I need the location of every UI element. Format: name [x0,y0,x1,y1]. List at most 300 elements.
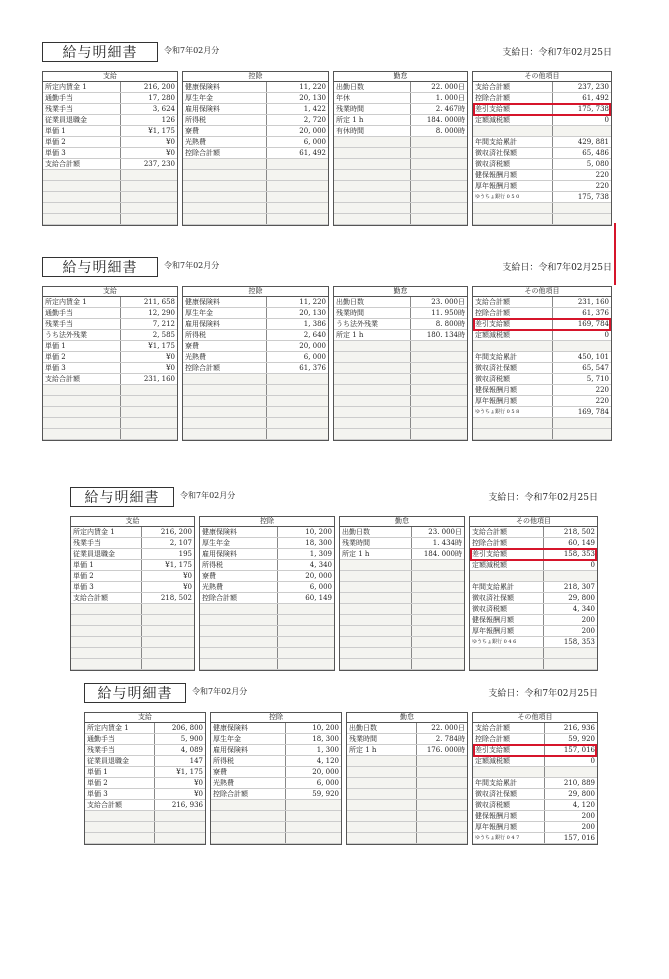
table-row [470,527,597,538]
item-value: 17, 280 [148,94,175,102]
empty-row [85,822,205,833]
item-label: ゆうちょ銀行 0 4 7 [473,833,545,843]
item-label: 控除合計額 [183,363,267,373]
empty-row [200,648,334,659]
table-row [211,756,341,767]
item-label: 厚生年金 [200,538,278,548]
item-label: 徴収済税額 [470,604,544,614]
item-value [411,181,467,191]
empty-row [334,137,467,148]
item-label: 出勤日数 [334,297,411,307]
item-value: 184. 000時 [423,550,462,558]
item-value [411,396,467,406]
item-label [200,659,278,669]
item-value [411,363,467,373]
item-label: 定額減税額 [473,330,553,340]
table-row [183,308,328,319]
item-label [334,214,411,224]
item-label: 所定内賃金 1 [43,297,121,307]
item-label: 所定内賃金 1 [71,527,142,537]
item-label [71,615,142,625]
table-row [85,767,205,778]
item-value: 20, 000 [312,768,339,776]
item-value: 8. 800時 [435,320,465,328]
item-value: 0 [604,331,609,339]
item-value: 65, 486 [582,149,609,157]
item-label: 徴収済税額 [473,374,553,384]
item-value: 2. 784時 [435,735,465,743]
table-row [334,82,467,93]
item-label [334,407,411,417]
item-value: 65, 547 [582,364,609,372]
item-value: 200 [581,823,595,831]
item-value [412,637,464,647]
item-value: 10, 200 [305,528,332,536]
item-label [473,126,553,136]
pay-date: 支給日：令和7年02月25日 [502,48,612,58]
table-row [473,93,611,104]
item-value [417,767,467,777]
item-label: 定額減税額 [473,115,553,125]
item-label [334,148,411,158]
empty-row [71,604,194,615]
table-row [334,126,467,137]
item-label: 所得税 [183,330,267,340]
item-label: 所得税 [211,756,286,766]
table-row [43,104,177,115]
table-row [183,297,328,308]
item-label: 残業時間 [340,538,412,548]
item-value: 22. 000日 [431,83,465,91]
item-value [417,756,467,766]
table-row [211,745,341,756]
item-value: 231, 160 [577,298,609,306]
item-label: 健保報酬月額 [470,615,544,625]
item-value: 0 [604,116,609,124]
item-value: 1. 000日 [435,94,465,102]
section-header: 控除 [200,517,334,527]
empty-row [211,800,341,811]
item-label: 残業手当 [71,538,142,548]
empty-row [473,341,611,352]
item-value [412,560,464,570]
item-value: 200 [581,616,595,624]
table-row [473,170,611,181]
item-label: 単価 3 [71,582,142,592]
section-header: 控除 [183,72,328,82]
empty-row [334,363,467,374]
item-label: 支給合計額 [85,800,155,810]
table-row [473,308,611,319]
item-value: 8. 000時 [435,127,465,135]
table-row [71,582,194,593]
empty-row [334,170,467,181]
table-row [43,297,177,308]
item-value [267,407,328,417]
section-header: その他項目 [470,517,597,527]
item-value [278,615,334,625]
table-row [85,734,205,745]
item-value: 429, 881 [577,138,609,146]
empty-row [183,214,328,225]
item-label: 控除合計額 [200,593,278,603]
item-label: 単価 3 [85,789,155,799]
item-label [347,800,417,810]
empty-row [473,767,597,778]
empty-row [183,429,328,440]
item-value: 11, 220 [299,83,326,91]
item-label: 単価 1 [85,767,155,777]
table-row [473,82,611,93]
item-value [121,214,177,224]
item-value [142,637,194,647]
item-value: 4, 120 [316,757,339,765]
empty-row [334,192,467,203]
table-row [347,745,467,756]
item-label: 健康保険料 [200,527,278,537]
doc-title: 給与明細書 [42,257,158,277]
item-value [412,593,464,603]
item-value: 218, 502 [160,594,192,602]
item-label [183,429,267,439]
table-row [43,374,177,385]
item-value: 158, 353 [563,638,595,646]
section-deduct [182,286,329,441]
item-label [473,214,553,224]
item-value: ¥0 [183,583,192,591]
item-value [411,341,467,351]
item-label [183,170,267,180]
empty-row [347,822,467,833]
item-label [334,429,411,439]
item-label [334,363,411,373]
table-row [347,734,467,745]
table-row [85,756,205,767]
table-row [473,833,597,844]
empty-row [470,648,597,659]
item-value: 0 [590,757,595,765]
empty-row [200,615,334,626]
item-label: 所得税 [183,115,267,125]
empty-row [334,181,467,192]
item-value [412,582,464,592]
empty-row [43,181,177,192]
item-label: 年間支給累計 [473,352,553,362]
item-label [200,626,278,636]
item-value: 206, 800 [171,724,203,732]
item-label: 支給合計額 [473,723,545,733]
item-value: 20, 000 [299,342,326,350]
item-value [155,833,205,843]
table-row [200,538,334,549]
item-value [412,648,464,658]
item-label: 健康保険料 [183,297,267,307]
empty-row [200,626,334,637]
table-row [473,319,611,330]
item-value: 23. 000日 [428,528,462,536]
item-label [211,822,286,832]
empty-row [340,615,464,626]
item-label: 控除合計額 [211,789,286,799]
table-row [473,330,611,341]
item-value [544,659,597,669]
section-header: 控除 [183,287,328,297]
item-label: 単価 1 [43,126,121,136]
empty-row [334,396,467,407]
item-label: 所定内賃金 1 [43,82,121,92]
item-value: 2, 720 [303,116,326,124]
item-label [347,811,417,821]
table-row [183,352,328,363]
item-value: 60, 149 [305,594,332,602]
item-label [200,637,278,647]
item-value: 61, 492 [299,149,326,157]
item-label: 残業時間 [334,308,411,318]
item-value [267,170,328,180]
table-row [85,778,205,789]
table-row [473,800,597,811]
empty-row [85,811,205,822]
item-label [211,811,286,821]
item-label: 光熱費 [183,137,267,147]
item-value: 184. 000時 [426,116,465,124]
item-value [142,615,194,625]
empty-row [334,429,467,440]
item-value: ¥0 [166,149,175,157]
item-value: 220 [595,182,609,190]
empty-row [183,159,328,170]
item-value: 147 [189,757,203,765]
item-value [412,571,464,581]
item-value: 2, 585 [152,331,175,339]
item-value: 2, 107 [169,539,192,547]
item-label [334,181,411,191]
table-row [211,734,341,745]
item-value: 169, 784 [577,408,609,416]
item-value: 4, 340 [309,561,332,569]
table-row [470,538,597,549]
item-value: 180. 134時 [426,331,465,339]
empty-row [211,811,341,822]
item-value: 158, 353 [563,550,595,558]
empty-row [340,637,464,648]
item-label: 定額減税額 [470,560,544,570]
table-row [200,571,334,582]
item-label: 出勤日数 [340,527,412,537]
item-value [278,648,334,658]
item-value: 3, 624 [152,105,175,113]
table-row [473,148,611,159]
item-value: 450, 101 [577,353,609,361]
item-label: 雇用保険料 [183,104,267,114]
item-label [347,778,417,788]
empty-row [334,418,467,429]
item-value: ¥0 [183,572,192,580]
item-label: 健康保険料 [183,82,267,92]
item-label: 年間支給累計 [470,582,544,592]
item-label [183,385,267,395]
table-row [200,549,334,560]
item-value: ¥0 [194,779,203,787]
table-row [71,527,194,538]
item-value [412,659,464,669]
item-value: 12, 290 [148,309,175,317]
item-value: 18, 300 [312,735,339,743]
empty-row [183,192,328,203]
empty-row [334,352,467,363]
section-header: 支給 [43,72,177,82]
item-label [340,615,412,625]
item-label: うち法外残業 [43,330,121,340]
item-value: 1. 434時 [432,539,462,547]
empty-row [334,203,467,214]
item-value: 59, 920 [312,790,339,798]
item-label [334,137,411,147]
item-value: 5, 080 [586,160,609,168]
item-label [85,822,155,832]
item-value: 218, 307 [563,583,595,591]
item-label [347,789,417,799]
item-value: 200 [581,627,595,635]
item-label: 控除合計額 [473,93,553,103]
item-label: 健保報酬月額 [473,811,545,821]
item-value [142,659,194,669]
item-value: 0 [590,561,595,569]
item-label: 健保報酬月額 [473,170,553,180]
table-row [43,82,177,93]
table-row [43,363,177,374]
item-value: 195 [178,550,192,558]
item-value: 5, 900 [180,735,203,743]
item-label [71,659,142,669]
item-label: 残業手当 [43,319,121,329]
item-label: 厚生年金 [183,93,267,103]
item-label: 単価 1 [71,560,142,570]
item-label [85,833,155,843]
table-row [71,538,194,549]
item-value [278,604,334,614]
table-row [470,593,597,604]
item-label [340,560,412,570]
item-label: 控除合計額 [473,308,553,318]
item-label [347,756,417,766]
item-label: 従業員退職金 [71,549,142,559]
table-row [334,297,467,308]
item-label: ゆうちょ銀行 0 5 0 [473,192,553,202]
table-row [473,407,611,418]
empty-row [43,203,177,214]
item-value [411,148,467,158]
section-header: 支給 [43,287,177,297]
table-row [43,148,177,159]
item-label [340,593,412,603]
item-label: 単価 2 [43,352,121,362]
table-row [85,723,205,734]
item-value [411,429,467,439]
section-pay [42,71,178,226]
item-value: 10, 200 [312,724,339,732]
empty-row [334,148,467,159]
table-row [473,352,611,363]
table-row [183,319,328,330]
item-value: 218, 502 [563,528,595,536]
section-header: その他項目 [473,713,597,723]
item-label: 差引支給額 [473,745,545,755]
empty-row [183,170,328,181]
table-row [211,723,341,734]
pay-month: 令和7年02月分 [180,491,236,500]
item-label [334,374,411,384]
item-label [183,374,267,384]
empty-row [183,385,328,396]
item-value [411,352,467,362]
table-row [200,527,334,538]
empty-row [473,214,611,225]
item-value [412,604,464,614]
item-label: 所定内賃金 1 [85,723,155,733]
section-header: 支給 [71,517,194,527]
item-label: 差引支給額 [473,104,553,114]
item-label: 出勤日数 [334,82,411,92]
table-row [473,789,597,800]
item-value: ¥0 [166,353,175,361]
item-label: 年間支給累計 [473,778,545,788]
item-label [183,396,267,406]
section-header: 勤怠 [347,713,467,723]
table-row [473,104,611,115]
item-label [43,429,121,439]
item-value: 18, 300 [305,539,332,547]
pay-month: 令和7年02月分 [192,687,248,696]
section-attend [346,712,468,845]
empty-row [347,778,467,789]
item-value [417,833,467,843]
table-row [470,549,597,560]
item-label: 健康保険料 [211,723,286,733]
section-pay [42,286,178,441]
item-value: 29, 800 [568,594,595,602]
table-row [183,104,328,115]
table-row [473,756,597,767]
empty-row [43,396,177,407]
item-label [334,203,411,213]
item-label: 厚年報酬月額 [470,626,544,636]
item-value [121,181,177,191]
table-row [43,308,177,319]
item-label: 支給合計額 [473,297,553,307]
table-row [334,330,467,341]
table-row [183,137,328,148]
item-label: 控除合計額 [473,734,545,744]
item-value [121,385,177,395]
item-label: 寮費 [200,571,278,581]
table-row [43,159,177,170]
empty-row [334,385,467,396]
item-label [340,571,412,581]
section-header: 控除 [211,713,341,723]
table-row [211,789,341,800]
empty-row [340,593,464,604]
item-value [267,385,328,395]
section-header: 勤怠 [334,287,467,297]
item-value: 231, 160 [143,375,175,383]
section-pay [70,516,195,671]
item-label: 所得税 [200,560,278,570]
item-value: 11. 950時 [431,309,465,317]
table-row [85,745,205,756]
item-label [43,407,121,417]
pay-date: 支給日：令和7年02月25日 [488,689,598,699]
